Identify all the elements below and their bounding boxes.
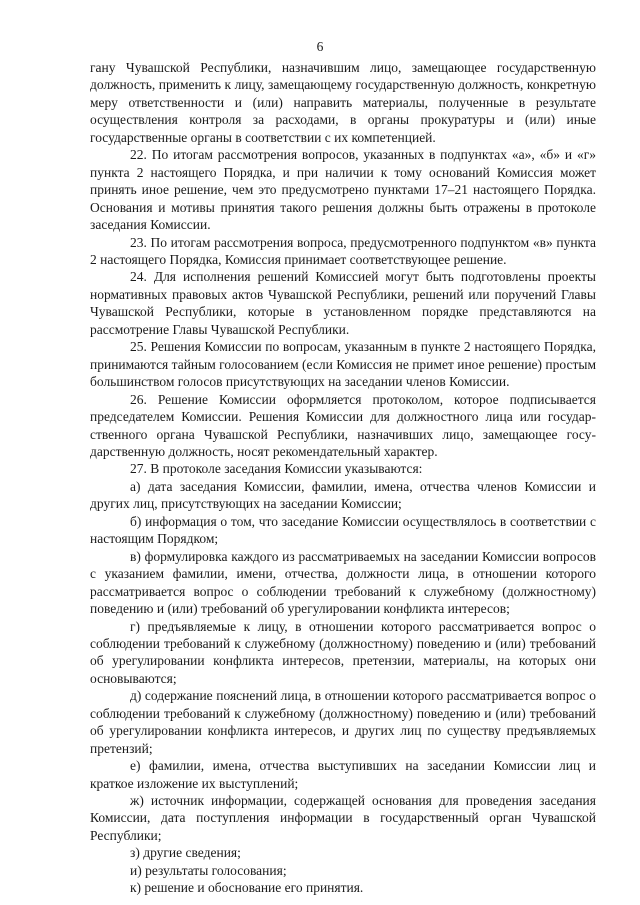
subitem-a: а) дата заседания Комиссии, фамилии, имена, отчества членов Комиссии и других лиц, присутствующих на заседании Комиссии; <box>90 478 596 512</box>
paragraph-item-24: 24. Для исполнения решений Комиссией могут быть подготовлены проекты нормативных правовых актов Чувашской Республики, решений или поручений Главы Чувашской Республики, которые в установленном порядке представляются на рассмотрение Главы Чувашской Республики. <box>90 269 596 337</box>
subitem-g: г) предъявляемые к лицу, в отношении которого рассматривается вопрос о соблюдении требований к служебному (должностному) поведению и (или) требований об урегулировании конфликта интересов, претензии, материалы, на которых они основываются; <box>90 618 596 686</box>
page-number: 6 <box>316 39 324 54</box>
paragraph-continuation: гану Чувашской Республики, назначившим лицо, замещающее государственную должность, применить к лицу, замещающему государственную должность, конкретную меру ответственности и (или) направить материалы, полученные в результате осуществления контроля за расходами, в органы прокуратуры и (или) иные государственные органы в соответствии с их компетенцией. <box>90 60 596 145</box>
subitem-b: б) информация о том, что заседание Комиссии осуществлялось в соответствии с настоящим Порядком; <box>90 513 596 547</box>
subitem-d: д) содержание пояснений лица, в отношении которого рассматривается вопрос о соблюдении требований к служебному (должностному) поведению и (или) требований об урегулировании конфликта интересов, и других лиц по существу предъявляемых претензий; <box>90 688 596 756</box>
paragraph-item-26: 26. Решение Комиссии оформляется протоколом, которое подписывается председателем Комиссии. Решения Комиссии для должностного лица или государственного органа Чувашской Республики, назначивших лицо, замещающее государственную должность, носят рекомендательный характер. <box>90 391 596 459</box>
subitem-e: е) фамилии, имена, отчества выступивших на заседании Комиссии лиц и краткое изложение их выступлений; <box>90 758 596 791</box>
subitem-i: и) результаты голосования; <box>130 862 287 878</box>
subitem-v: в) формулировка каждого из рассматриваемых на заседании Комиссии вопросов с указанием фамилии, имени, отчества, должности лица, в отношении которого рассматривается вопрос о соблюдении требований к служебному (должностному) поведению и (или) требований об урегулировании конфликта интересов; <box>90 548 596 617</box>
paragraph-item-22: 22. По итогам рассмотрения вопросов, указанных в подпунктах «а», «б» и «г» пункта 2 настоящего Порядка, и при наличии к тому оснований Комиссия может принять иное решение, чем это предусмотрено пунктами 17–21 настоящего Порядка. Основания и мотивы принятия такого решения должны быть отражены в протоколе заседания Комиссии. <box>90 147 596 233</box>
paragraph-item-25: 25. Решения Комиссии по вопросам, указанным в пункте 2 настоящего Порядка, принимаются тайным голосованием (если Комиссия не примет иное решение) простым большинством голосов присутствующих на заседании членов Комиссии. <box>90 339 596 390</box>
subitem-k: к) решение и обоснование его принятия. <box>130 880 364 896</box>
subitem-zh: ж) источник информации, содержащей основания для проведения заседания Комиссии, дата поступления информации в государственный орган Чувашской Республики; <box>90 793 596 843</box>
subitem-z: з) другие сведения; <box>130 845 241 861</box>
document-body <box>90 59 596 897</box>
paragraph-item-27: 27. В протоколе заседания Комиссии указываются: <box>130 461 423 477</box>
paragraph-item-23: 23. По итогам рассмотрения вопроса, предусмотренного подпунктом «в» пункта 2 настоящего Порядка, Комиссия принимает соответствующее решение. <box>90 234 596 267</box>
